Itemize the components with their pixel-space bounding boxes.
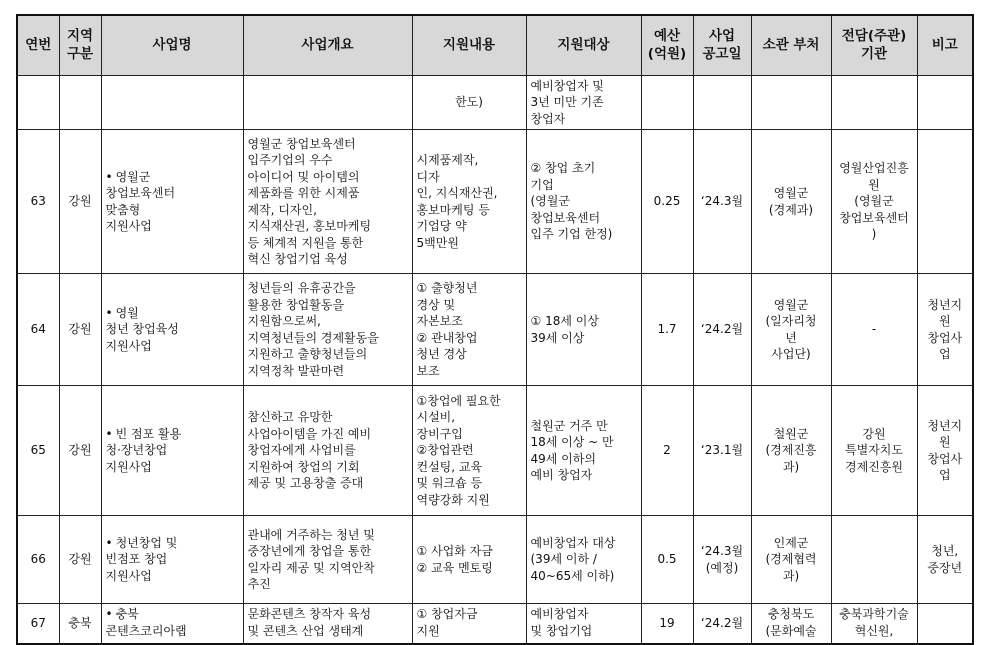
header-name: 사업명 — [101, 15, 243, 75]
business-table — [16, 14, 974, 645]
header-budget: 예산 (억원) — [641, 15, 693, 75]
row-target: ② 창업 초기 기업 (영월군 창업보육센터 입주 기업 한정) — [526, 130, 641, 274]
row-target: ① 18세 이상 39세 이상 — [526, 274, 641, 386]
table-row — [17, 274, 973, 386]
header-announce: 사업 공고일 — [693, 15, 751, 75]
row-region: 충북 — [59, 604, 101, 644]
table-row — [17, 130, 973, 274]
header-target: 지원대상 — [526, 15, 641, 75]
row-support: 시제품제작, 디자 인, 지식재산권, 홍보마케팅 등 기업당 약 5백만원 — [412, 130, 526, 274]
row-ministry — [751, 75, 831, 130]
row-budget: 1.7 — [641, 274, 693, 386]
row-support: 한도) — [412, 75, 526, 130]
row-target: 철원군 거주 만 18세 이상 ~ 만 49세 이하의 예비 창업자 — [526, 386, 641, 516]
table-row — [17, 75, 973, 130]
row-note: 청년지 원 창업사 업 — [917, 386, 973, 516]
header-ministry: 소관 부처 — [751, 15, 831, 75]
row-overview — [243, 75, 412, 130]
row-region: 강원 — [59, 516, 101, 604]
row-announce: ‘24.2월 — [693, 604, 751, 644]
row-agency: - — [831, 274, 917, 386]
row-name: • 빈 점포 활용 청·장년창업 지원사업 — [101, 386, 243, 516]
row-ministry: 철원군 (경제진흥 과) — [751, 386, 831, 516]
row-name: • 영월 청년 창업육성 지원사업 — [101, 274, 243, 386]
row-budget: 19 — [641, 604, 693, 644]
row-region: 강원 — [59, 386, 101, 516]
row-note: 청년지 원 창업사 업 — [917, 274, 973, 386]
row-budget: 2 — [641, 386, 693, 516]
row-target: 예비창업자 및 3년 미만 기존 창업자 — [526, 75, 641, 130]
row-ministry: 충청북도 (문화예술 — [751, 604, 831, 644]
row-region: 강원 — [59, 274, 101, 386]
row-note — [917, 75, 973, 130]
row-overview: 관내에 거주하는 청년 및 중장년에게 창업을 통한 일자리 제공 및 지역안착 추진 — [243, 516, 412, 604]
row-budget: 0.25 — [641, 130, 693, 274]
row-no: 64 — [17, 274, 59, 386]
row-agency: 영월산업진흥 원 (영월군 창업보육센터 ) — [831, 130, 917, 274]
row-ministry: 영월군 (일자리청 년 사업단) — [751, 274, 831, 386]
row-budget — [641, 75, 693, 130]
row-region: 강원 — [59, 130, 101, 274]
header-note: 비고 — [917, 15, 973, 75]
row-announce: ‘24.3월 — [693, 130, 751, 274]
row-note — [917, 604, 973, 644]
row-no — [17, 75, 59, 130]
header-agency: 전담(주관) 기관 — [831, 15, 917, 75]
row-agency — [831, 75, 917, 130]
row-name — [101, 75, 243, 130]
table-row — [17, 604, 973, 644]
row-overview: 청년들의 유휴공간을 활용한 창업활동을 지원함으로써, 지역청년들의 경제활동을 지원하고 출향청년들의 지역정착 발판마련 — [243, 274, 412, 386]
row-announce: ‘24.2월 — [693, 274, 751, 386]
header-no: 연번 — [17, 15, 59, 75]
row-announce — [693, 75, 751, 130]
row-ministry: 영월군 (경제과) — [751, 130, 831, 274]
row-overview: 영월군 창업보육센터 입주기업의 우수 아이디어 및 아이템의 제품화를 위한 시제품 제작, 디자인, 지식재산권, 홍보마케팅 등 체계적 지원을 통한 혁신 창업기업 육성 — [243, 130, 412, 274]
row-no: 66 — [17, 516, 59, 604]
row-support: ① 출향청년 경상 및 자본보조 ② 관내창업 청년 경상 보조 — [412, 274, 526, 386]
header-support: 지원내용 — [412, 15, 526, 75]
header-overview: 사업개요 — [243, 15, 412, 75]
row-overview: 참신하고 유망한 사업아이템을 가진 예비 창업자에게 사업비를 지원하여 창업의 기회 제공 및 고용창출 증대 — [243, 386, 412, 516]
row-announce: ‘23.1월 — [693, 386, 751, 516]
row-support: ① 창업자금 지원 — [412, 604, 526, 644]
row-target: 예비창업자 대상 (39세 이하 / 40~65세 이하) — [526, 516, 641, 604]
row-budget: 0.5 — [641, 516, 693, 604]
row-no: 67 — [17, 604, 59, 644]
row-support: ①창업에 필요한 시설비, 장비구입 ②창업관련 컨설팅, 교육 및 워크숍 등 역량강화 지원 — [412, 386, 526, 516]
row-announce: ‘24.3월 (예정) — [693, 516, 751, 604]
row-ministry: 인제군 (경제협력 과) — [751, 516, 831, 604]
row-no: 65 — [17, 386, 59, 516]
row-support: ① 사업화 자금 ② 교육 멘토링 — [412, 516, 526, 604]
row-overview: 문화콘텐츠 창작자 육성 및 콘텐츠 산업 생태계 — [243, 604, 412, 644]
row-name: • 청년창업 및 빈점포 창업 지원사업 — [101, 516, 243, 604]
row-agency: 충북과학기술 혁신원, — [831, 604, 917, 644]
table-row — [17, 516, 973, 604]
row-region — [59, 75, 101, 130]
row-target: 예비창업자 및 창업기업 — [526, 604, 641, 644]
row-agency — [831, 516, 917, 604]
row-name: • 영월군 창업보육센터 맞춤형 지원사업 — [101, 130, 243, 274]
row-name: • 충북 콘텐츠코리아랩 — [101, 604, 243, 644]
table-row — [17, 386, 973, 516]
row-agency: 강원 특별자치도 경제진흥원 — [831, 386, 917, 516]
table-header-row — [17, 15, 973, 75]
header-region: 지역 구분 — [59, 15, 101, 75]
row-note — [917, 130, 973, 274]
row-no: 63 — [17, 130, 59, 274]
row-note: 청년, 중장년 — [917, 516, 973, 604]
